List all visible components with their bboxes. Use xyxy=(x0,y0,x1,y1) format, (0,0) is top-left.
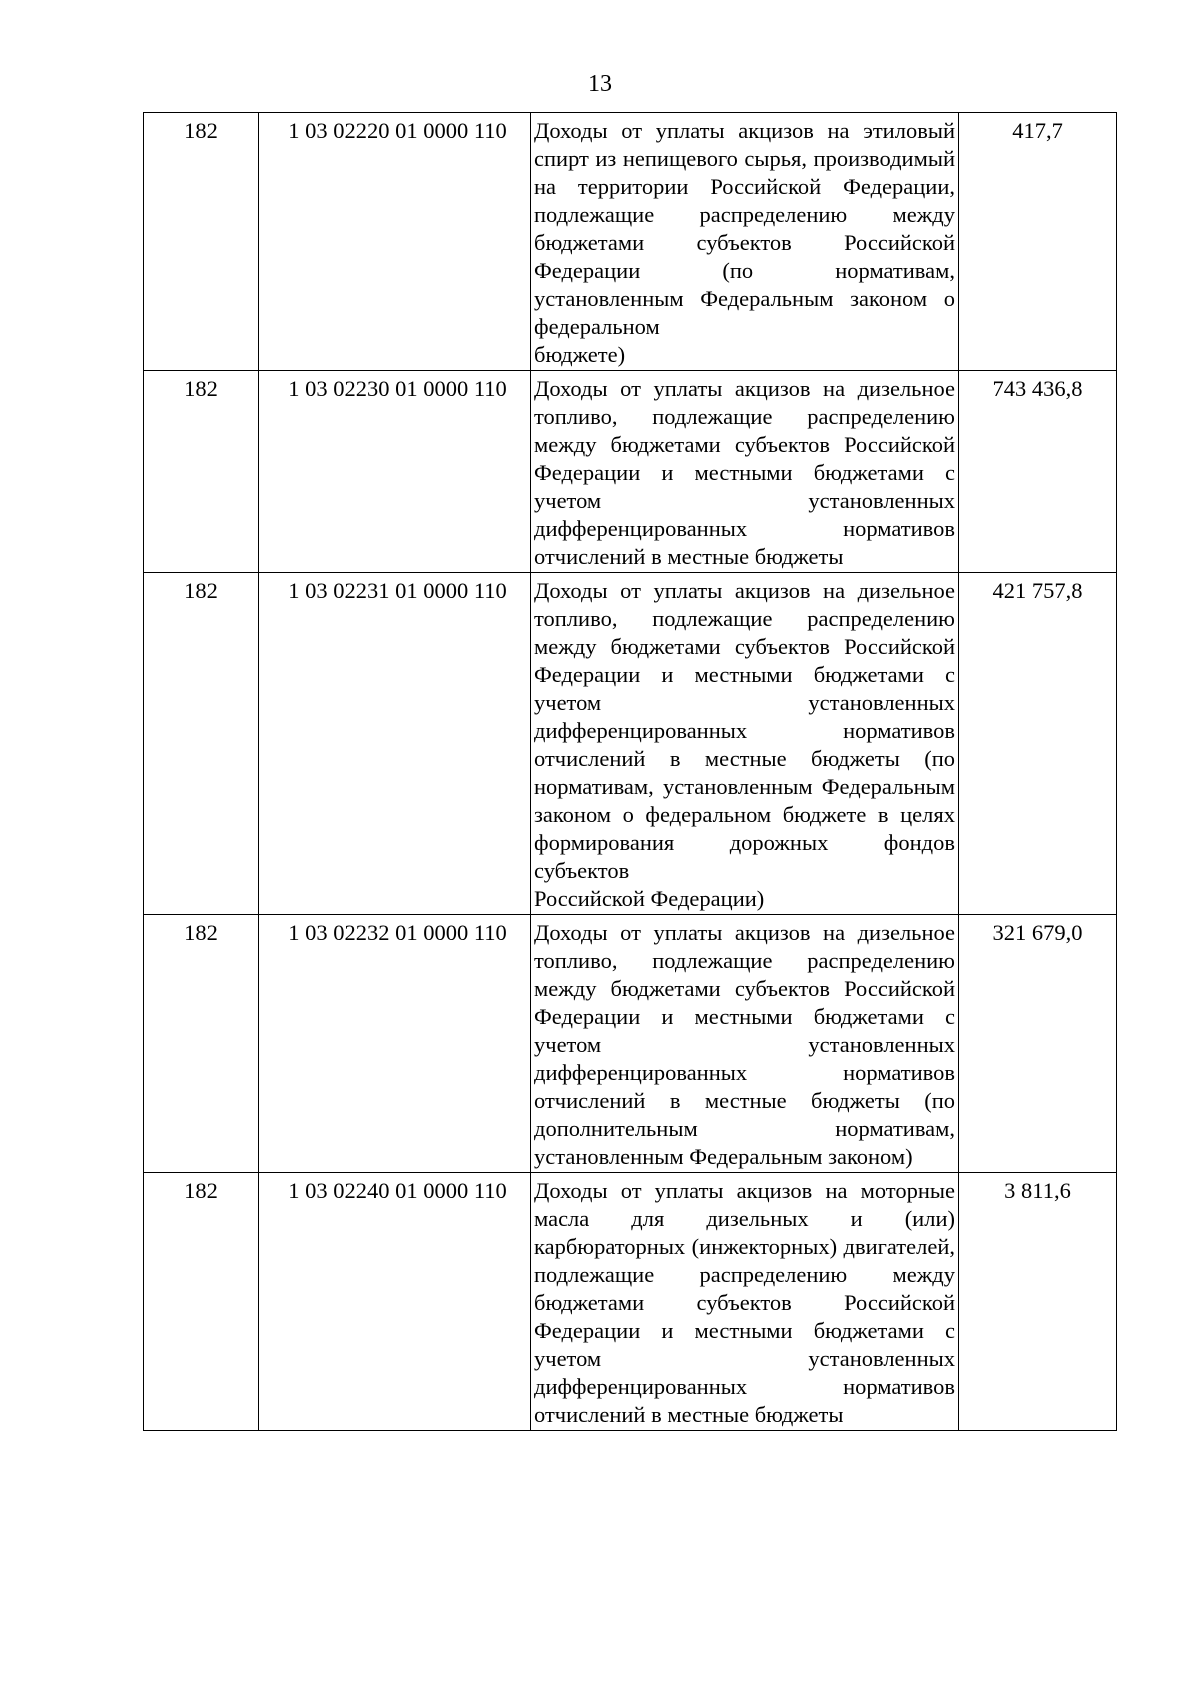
revenue-name-text: Доходы от уплаты акцизов на дизельное топливо, подлежащие распределению между бюджетами субъектов Российской Федерации и местными бюджетами с учетом установленных дифференцированных нормативов xyxy=(534,376,955,541)
revenue-name-cell xyxy=(531,371,959,573)
table-row xyxy=(144,573,1117,915)
amount-cell: 421 757,8 xyxy=(959,573,1117,915)
revenue-name-text: Доходы от уплаты акцизов на дизельное топливо, подлежащие распределению между бюджетами субъектов Российской Федерации и местными бюджетами с учетом установленных дифференцированных нормативов отчислений в местные бюджеты (по нормативам, установленным Федеральным законом о федеральном бюджете в целях формирования дорожных фондов субъектов xyxy=(534,578,955,883)
admin-code-cell: 182 xyxy=(144,573,259,915)
revenue-name-cell xyxy=(531,1173,959,1431)
amount-cell: 321 679,0 xyxy=(959,915,1117,1173)
table-row xyxy=(144,371,1117,573)
revenue-name-cell xyxy=(531,573,959,915)
table-row xyxy=(144,1173,1117,1431)
revenue-table xyxy=(143,112,1117,1431)
revenue-name-last-line: бюджете) xyxy=(534,342,626,367)
revenue-name-text: Доходы от уплаты акцизов на моторные масла для дизельных и (или) карбюраторных (инжекторных) двигателей, подлежащие распределению между бюджетами субъектов Российской Федерации и местными бюджетами с учетом установленных дифференцированных нормативов xyxy=(534,1178,955,1399)
revenue-name-text: Доходы от уплаты акцизов на дизельное топливо, подлежащие распределению между бюджетами субъектов Российской Федерации и местными бюджетами с учетом установленных дифференцированных нормативов отчислений в местные бюджеты (по дополнительным нормативам, xyxy=(534,920,955,1141)
table-row xyxy=(144,915,1117,1173)
revenue-name-last-line: отчислений в местные бюджеты xyxy=(534,544,844,569)
budget-code-cell: 1 03 02220 01 0000 110 xyxy=(259,113,531,371)
amount-cell: 3 811,6 xyxy=(959,1173,1117,1431)
budget-code-cell: 1 03 02231 01 0000 110 xyxy=(259,573,531,915)
budget-code-cell: 1 03 02240 01 0000 110 xyxy=(259,1173,531,1431)
revenue-name-last-line: отчислений в местные бюджеты xyxy=(534,1402,844,1427)
amount-cell: 743 436,8 xyxy=(959,371,1117,573)
admin-code-cell: 182 xyxy=(144,1173,259,1431)
admin-code-cell: 182 xyxy=(144,371,259,573)
admin-code-cell: 182 xyxy=(144,915,259,1173)
admin-code-cell: 182 xyxy=(144,113,259,371)
budget-code-cell: 1 03 02230 01 0000 110 xyxy=(259,371,531,573)
revenue-name-last-line: Российской Федерации) xyxy=(534,886,765,911)
revenue-name-last-line: установленным Федеральным законом) xyxy=(534,1144,913,1169)
revenue-name-cell xyxy=(531,915,959,1173)
revenue-name-text: Доходы от уплаты акцизов на этиловый спирт из непищевого сырья, производимый на территории Российской Федерации, подлежащие распределению между бюджетами субъектов Российской Федерации (по нормативам, установленным Федеральным законом о федеральном xyxy=(534,118,955,339)
table-row xyxy=(144,113,1117,371)
budget-code-cell: 1 03 02232 01 0000 110 xyxy=(259,915,531,1173)
amount-cell: 417,7 xyxy=(959,113,1117,371)
revenue-name-cell xyxy=(531,113,959,371)
page-number: 13 xyxy=(588,71,612,97)
